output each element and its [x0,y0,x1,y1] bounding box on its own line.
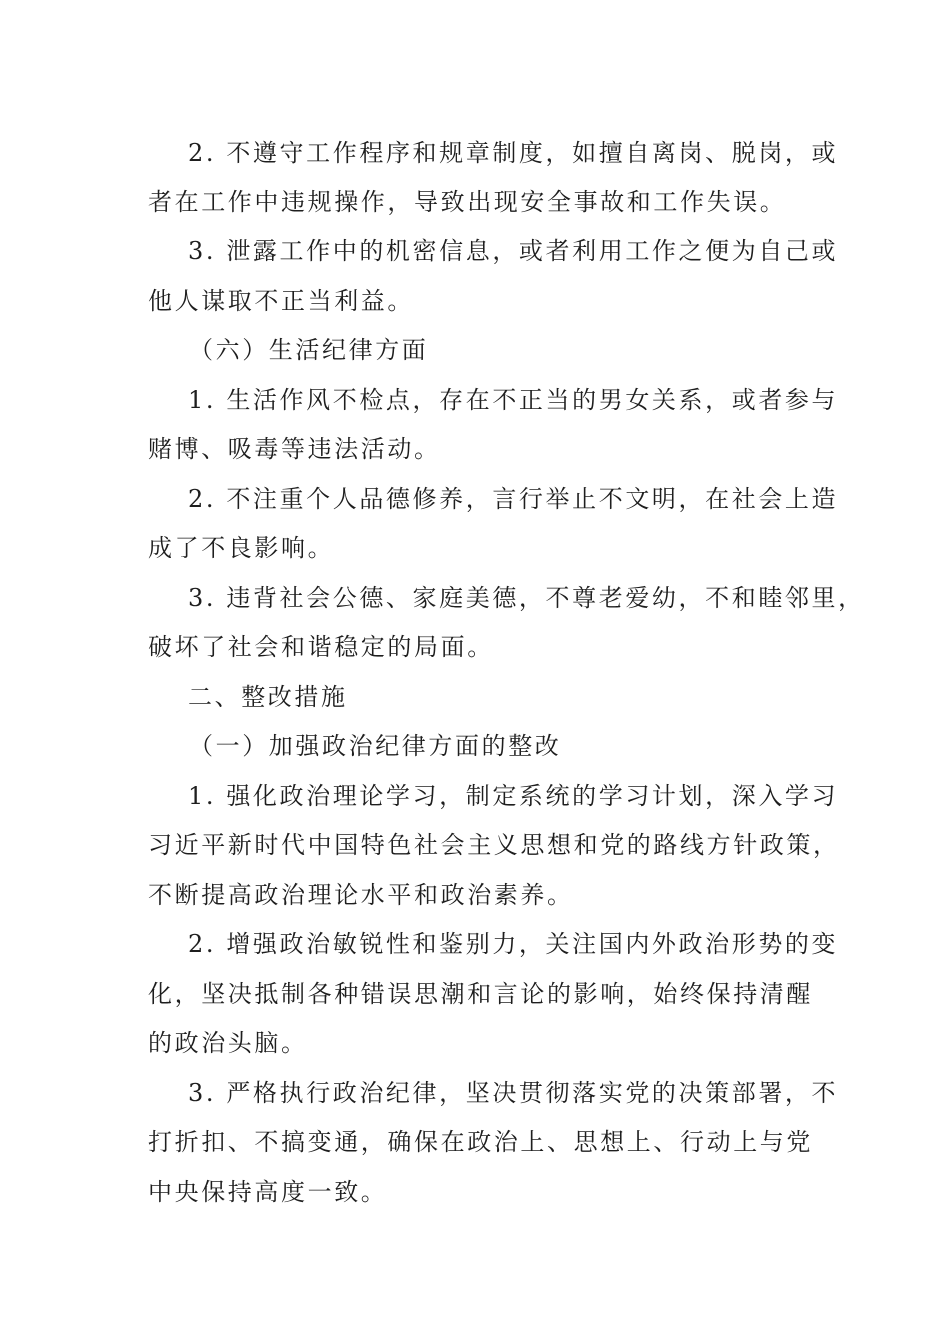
paragraph-line: 1. 生活作风不检点，存在不正当的男女关系，或者参与 [188,386,839,414]
paragraph-line: 2. 增强政治敏锐性和鉴别力，关注国内外政治形势的变 [188,930,839,958]
section-heading: （一）加强政治纪律方面的整改 [189,732,562,760]
paragraph-line: 习近平新时代中国特色社会主义思想和党的路线方针政策， [148,831,840,859]
section-heading: 二、整改措施 [188,683,348,711]
paragraph-line: 者在工作中违规操作，导致出现安全事故和工作失误。 [148,188,787,216]
paragraph-line: 化，坚决抵制各种错误思潮和言论的影响，始终保持清醒 [148,980,813,1008]
paragraph-line: 成了不良影响。 [148,534,335,562]
paragraph-line: 3. 违背社会公德、家庭美德，不尊老爱幼，不和睦邻里， [188,584,865,612]
paragraph-line: 的政治头脑。 [148,1029,308,1057]
section-heading: （六）生活纪律方面 [189,336,429,364]
paragraph-line: 不断提高政治理论水平和政治素养。 [148,881,574,909]
paragraph-line: 破坏了社会和谐稳定的局面。 [148,633,494,661]
paragraph-line: 2. 不遵守工作程序和规章制度，如擅自离岗、脱岗，或 [188,139,839,167]
paragraph-line: 他人谋取不正当利益。 [148,287,414,315]
paragraph-line: 打折扣、不搞变通，确保在政治上、思想上、行动上与党 [148,1128,813,1156]
paragraph-line: 1. 强化政治理论学习，制定系统的学习计划，深入学习 [188,782,839,810]
paragraph-line: 3. 严格执行政治纪律，坚决贯彻落实党的决策部署，不 [188,1079,839,1107]
paragraph-line: 2. 不注重个人品德修养，言行举止不文明，在社会上造 [188,485,839,513]
paragraph-line: 3. 泄露工作中的机密信息，或者利用工作之便为自己或 [188,237,839,265]
paragraph-line: 中央保持高度一致。 [148,1178,388,1206]
paragraph-line: 赌博、吸毒等违法活动。 [148,435,441,463]
